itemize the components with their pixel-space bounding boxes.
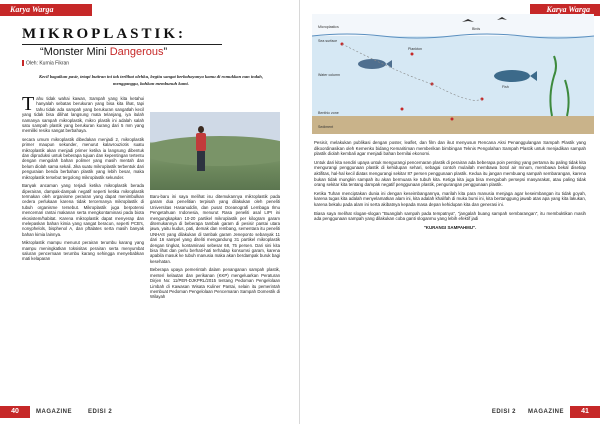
- diagram-label: Sea surface: [318, 39, 338, 43]
- left-magazine-name: MAGAZINE: [36, 409, 72, 415]
- paragraph: [22, 96, 144, 134]
- right-page: [300, 0, 600, 424]
- drop-cap: T: [22, 96, 35, 115]
- right-edition: EDISI 2: [491, 409, 516, 415]
- person-head: [198, 126, 204, 133]
- microplastic-particle: [411, 53, 414, 56]
- paragraph: Ketika Tuhan menciptakan dunia ini dengan keseimbangannya, marilah kita para manusia menjaga agar keseimbangan itu tidak goyah, karena tugas kita adalah menyelamatkan alam ini, kita adalah khalifah di muka bumi ini, kita bertanggung jawab atas apa yang kita lakukan, karena bekalu pada alam ini serta akibatnya kepada masa depan kehidupan kita dan generasi ini.: [314, 190, 586, 207]
- article-title: MIKROPLASTIK:: [22, 26, 187, 42]
- diagram-label: Water column: [318, 73, 341, 77]
- paragraph-text: ahu tidak wahai kawan, Sampah yang kita ketahui hanyalah sebatas berukuran yang bisa kita lihat, tapi tahu tidak ada sampah yang berukuran sangatlah kecil yang tidak bisa dilihat langsung mata telanjang, iya itulah namanya sampah mikroplastik, mikro plastik ini adalah salah satu sampah plastik yang berukuran kurang dari 5 mm yang memiliki resiko sangat berbahaya.: [22, 96, 144, 134]
- subtitle-red-word: Dangerous: [109, 46, 164, 58]
- diagram-label: Birds: [472, 27, 481, 31]
- right-column: [314, 140, 586, 398]
- subtitle-close: ”: [163, 46, 168, 58]
- paragraph: Pesisir, melakukan publikasi dengan poster, leaflet, dan film dan ikut menyusun Rencana Aksi Penanggulangan Sampah Plastik yang dikoordinasikan oleh Kemenko bidang Kemaritiman memberikan bimbingan Teknis Pengolahan Sampah Plastik untuk menjadikan sampah plastik diolah kembali agar menjadi bahan bernilai ekonomi.: [314, 140, 586, 157]
- left-edition: EDISI 2: [88, 409, 113, 415]
- person-legs: [197, 151, 205, 171]
- left-column-1: [22, 96, 144, 396]
- lead-paragraph: Kecil bagaikan pasir, tetapi butiran ini tak terlihat olehku, begitu sangat berbahayanya kamu di romukkan nan indah, mengganggu, bahkan membunuh kami.: [39, 74, 263, 86]
- author-byline: [22, 60, 69, 66]
- paragraph: secara umum mikroplastik dibedakan menjadi 2, mikroplastik primer maupun sekunder, menurut kalavrouziotis suatu mikroplastik akan menjadi primer ketika ia langsung dibentuk dan diproduksi untuk beberapa tujuan dan kepentingan tertentu dengan mengolah bahan polimer yang masih mentah dan belum diolah sama sekali. Jika suatu mikroplastik terbentuk dari penguraian benda berbahan plastik yang lebih besar, maka mikroplastik tersebut tergolong mikroplastik sekunder.: [22, 136, 144, 180]
- fish-icon: [358, 59, 386, 69]
- paragraph: Beberapa upaya pemerintah dalam penanganan sampah plastik, menteri kelautan dan perikanan (KKP) mengeluarkan Peraturan Dirjen No: 11/PER-DJKPRL/2015 tentang Pedoman Pengelolaan Limbah di Kawasan Wisata Kuliner Pantai, selain itu pemerintah membuat Pedoman Pengelolaan Pencemaran Sampah Domestik di Wilayah: [150, 267, 280, 300]
- section-header-bar: [0, 4, 92, 16]
- right-footer: [300, 406, 600, 418]
- diagram-label: Plankton: [408, 47, 422, 51]
- paragraph: Banyak ancaman yang terjadi ketika mikroplastik berada diperairan, dampak-dampak negatif seperti ketika mikroplastik termakan oleh organisme perairan yang dapat menimbulkan cedera perlukaan karena tidak tercernanya mikroplastik di tubuh organisme tersebut. Mikroplastik juga berpotensi mencemari rantai makanan serta mengkontaminasi pada biota ekosistem/habitat. Karena mikroplastik dapat menyerap dan melepaskan bahan kimia yang sangat beracun, seperti PCB's, nonyphelols, bisphenol A, dan pftalates serta masih banyak bahan kimia lainnya.: [22, 183, 144, 237]
- paragraph: Biasa saya melihat slogan-slogan "Buanglah sampah pada tempatnya", "jangalah buang sampah sembarangan", itu membuktikan masih ada penggunaan sampah yang dilakukan coba ganti sloganmu yang lebih efektif jadi: [314, 210, 586, 222]
- author-bar: [22, 60, 24, 66]
- author-name: Oleh: Kurnia Fikran: [26, 60, 70, 67]
- water-area: [312, 36, 594, 116]
- paragraph: Mikroplastik mampu menurut perairan terumbu karang yang mampu meningkatkan toksisitas perairan serta menyumbat saluran pencernaan terumbu karang sehingga menyebabkan mati kelaparan: [22, 240, 144, 262]
- microplastic-diagram: [312, 14, 594, 134]
- section-label: Karya Warga: [10, 5, 54, 14]
- photo-person: [194, 126, 208, 174]
- paragraph: Untuk dari kita sendiri upaya untuk mengurangi pencemaran plastik di perairan ada beberapa poin penting yang pertama itu paling tidak kita mengurangi penggunaan plastik di kehidupan sehari, sebagai contoh mulailah membawa botol air minum, membawa bekal disetiap aktifitas, hal-hal kecil diatas mengurangi sekitar 87 persen penggunaan plastik. Kedua itu jangan membuang sampah sembarangan, karena bukan tidak mungkin sampah itu akan bermuara ke tubuh kita. Ketiga kita juga bisa mengubah persepsi masyarakat, atau paling tidak orang sekitar kita tentang dampak negatif penggunaan plastik, pengurangan penggunaan plastik.: [314, 159, 586, 188]
- diagram-label: Fish: [502, 85, 509, 89]
- diagram-label: Benthic zone: [318, 111, 339, 115]
- left-column-2: [150, 194, 280, 396]
- photo-hill: [150, 136, 280, 166]
- article-subtitle: [40, 46, 167, 58]
- microplastic-particle: [451, 118, 454, 121]
- left-footer: [0, 406, 300, 418]
- microplastic-particle: [401, 108, 404, 111]
- article-photo: [150, 112, 280, 190]
- left-page-number: 40: [0, 406, 30, 418]
- person-body: [196, 133, 206, 151]
- section-label: Karya Warga: [546, 5, 590, 14]
- paragraph: Baru-baru ini saya melihat isu ditemukannya mikroplastik pada garam dua penelitian terpisah yang dilakukan oleh peneliti Universitas Hasanuddin, dan pusat Oceanografi Lembaga Ilmu Pengetahuan Indonesia, menurut Rasa peneliti asal LIPI ini mengungkapkan 10-20 partikel mikroplastik per kilogram garam ditemukannya di beberapa tambak garam di pesisir pantai utara jawa, yaitu kudus, pati, demak dan rembang, sementara itu peneliti UNHAS yang dilakukan di tambak garam Jeneponto sebanyak 11 dari 16 sampel yang diteliti mengandung 31 partikel mikroplastik dengan tingkat, kontaminasi sebesar 68, 75 persen. Dari sini kita bisa lihat dan perlu berhati-hati terhadap konsumsi garam, karena apabila masuk ke tubuh manusia maka akan berdampak buruk bagi kesehatan.: [150, 194, 280, 264]
- closing-slogan: "KURANGI SAMPAHMU".: [423, 224, 477, 230]
- diagram-label: Microplastics: [318, 25, 339, 29]
- subtitle-open: “Monster Mini: [40, 46, 110, 58]
- fish-icon: [494, 70, 530, 82]
- title-rule: [22, 44, 222, 45]
- diagram-label: Sediment: [318, 125, 334, 129]
- right-magazine-name: MAGAZINE: [528, 409, 564, 415]
- right-page-number: 41: [570, 406, 600, 418]
